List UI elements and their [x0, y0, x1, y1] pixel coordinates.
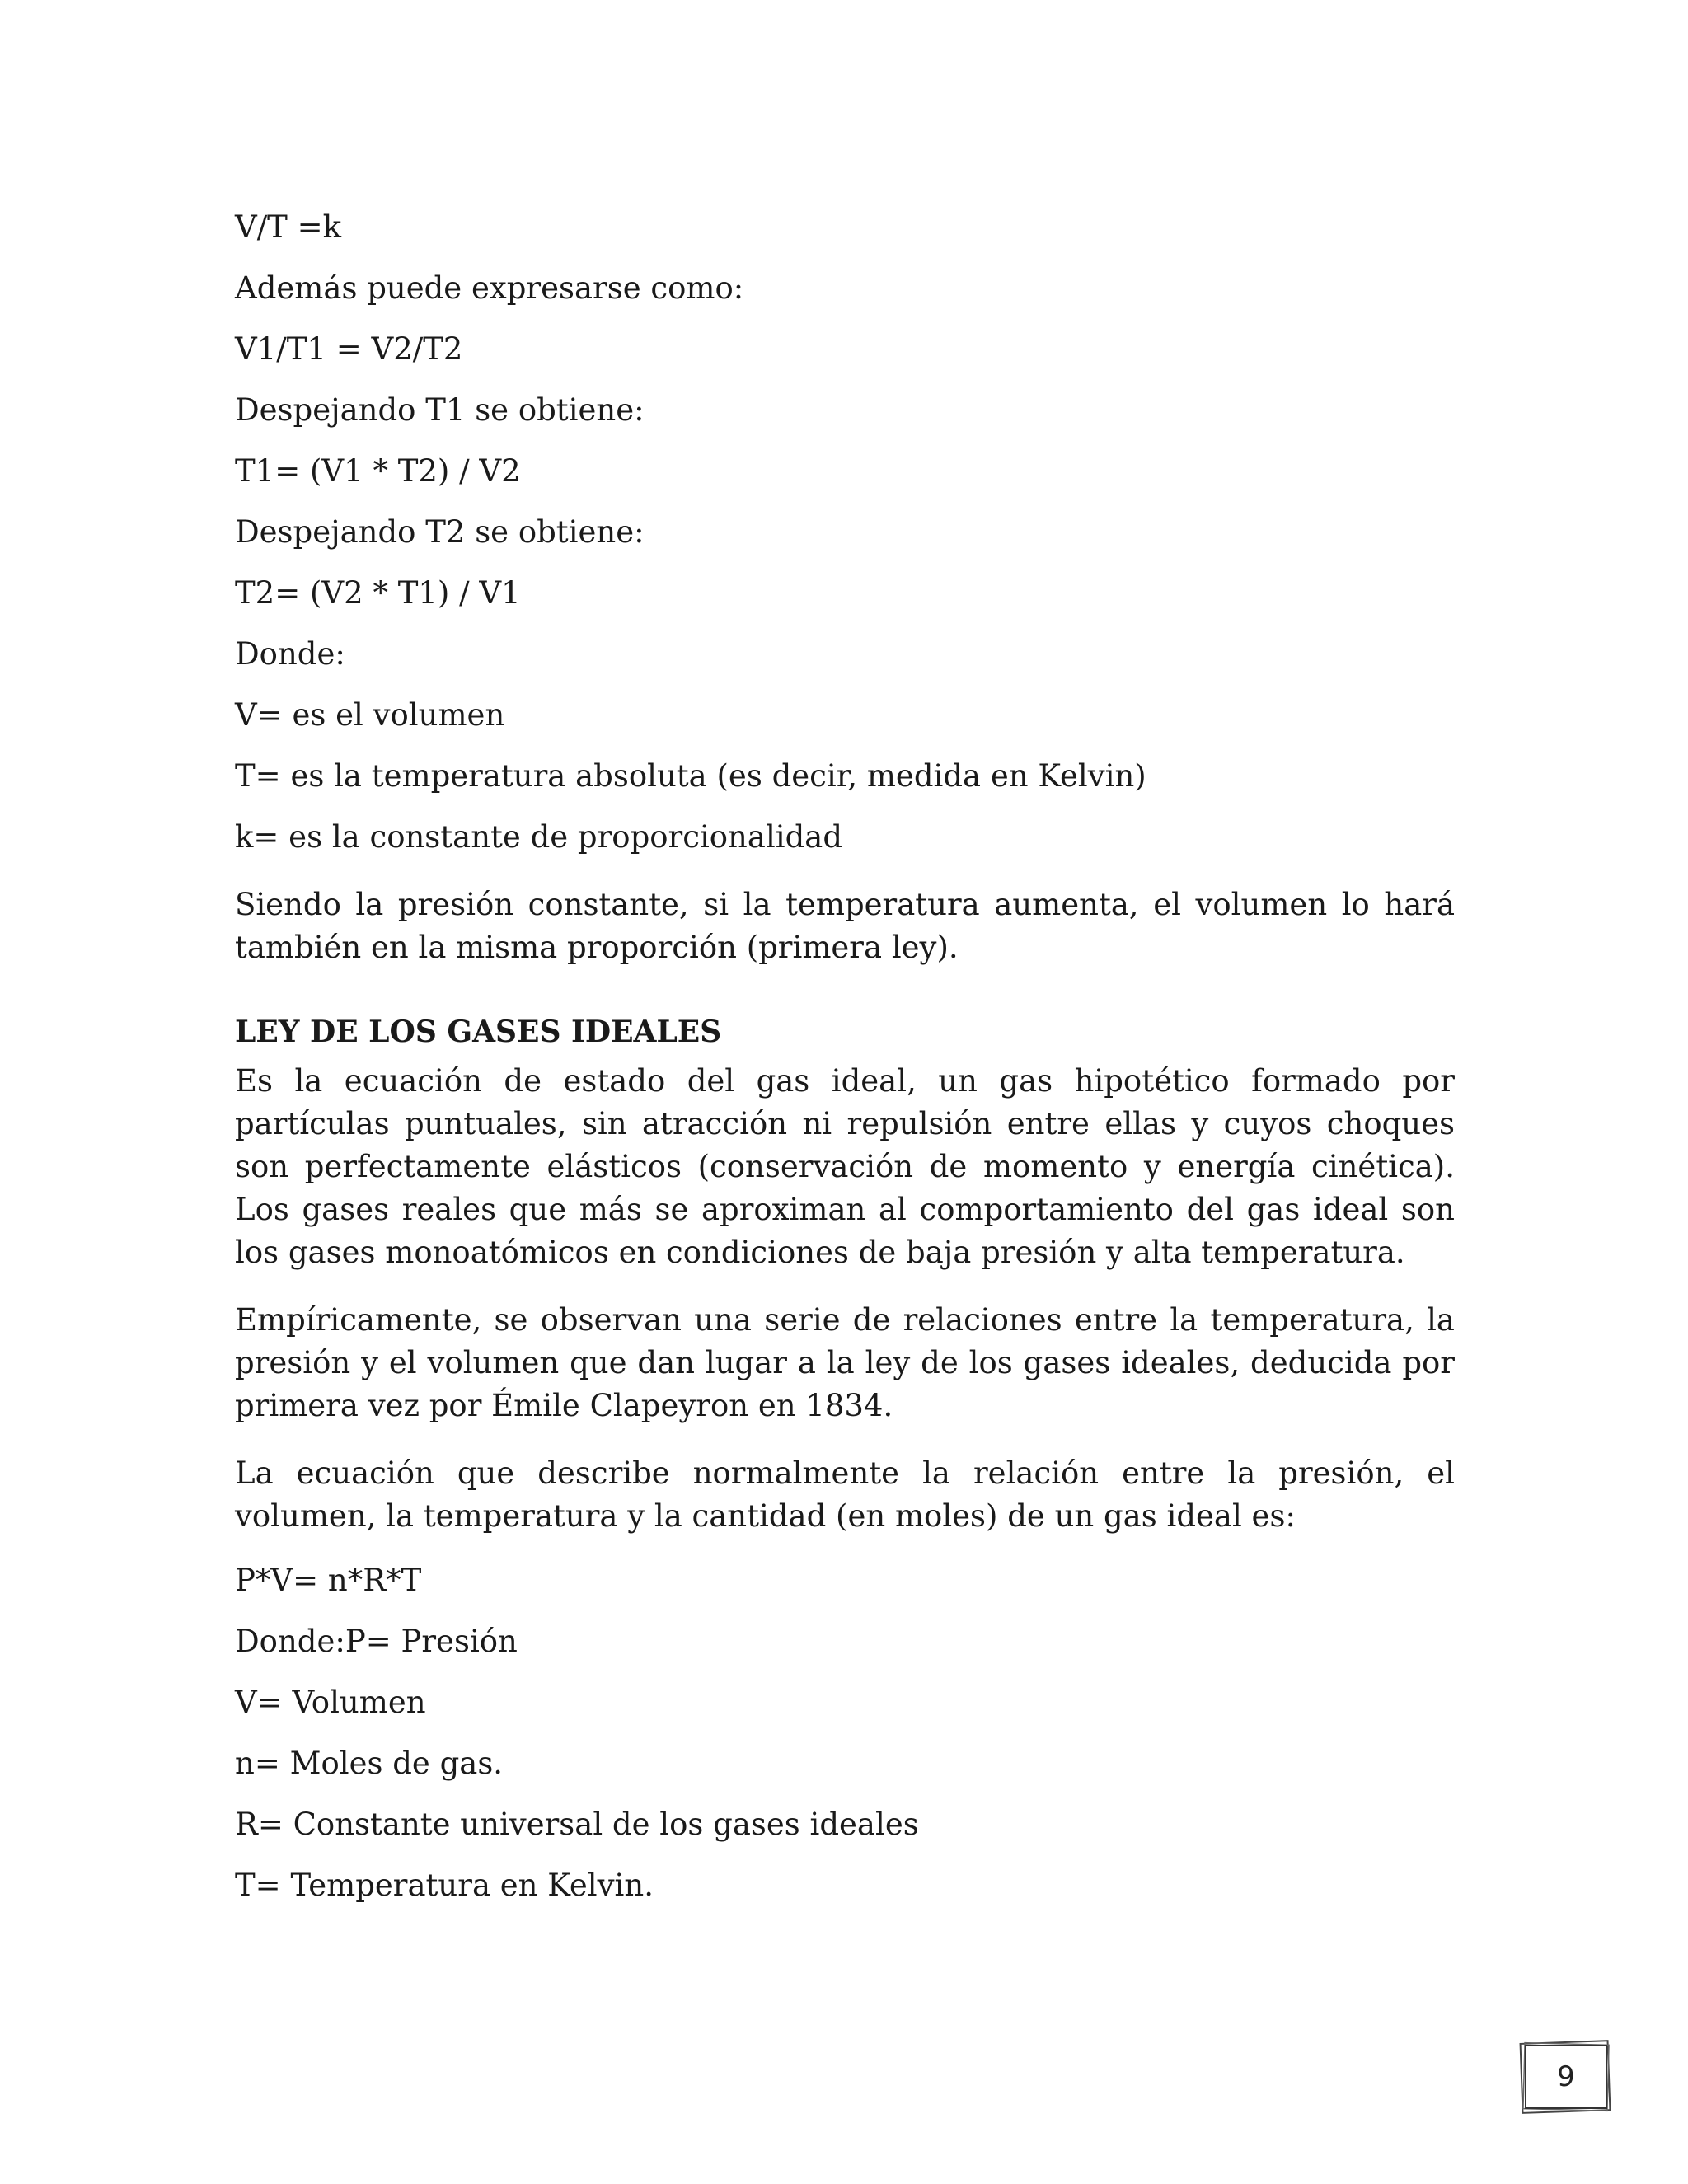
definition-line: k= es la constante de proporcionalidad [235, 819, 843, 855]
definition-line: Donde:P= Presión [235, 1624, 518, 1659]
text-line: Donde: [235, 636, 345, 672]
definition-line: T= es la temperatura absoluta (es decir, medida en Kelvin) [235, 758, 1146, 794]
definition-line: R= Constante universal de los gases ideales [235, 1807, 919, 1842]
definition-line: T= Temperatura en Kelvin. [235, 1868, 654, 1903]
definition-line: V= es el volumen [235, 697, 505, 733]
page-number-box [1517, 2036, 1615, 2118]
page-content [235, 206, 1455, 1925]
formula-line: T2= (V2 * T1) / V1 [235, 575, 521, 611]
definition-line: V= Volumen [235, 1685, 426, 1720]
formula-line: T1= (V1 * T2) / V2 [235, 453, 521, 489]
paragraph: La ecuación que describe normalmente la relación entre la presión, el volumen, la temperatura y la cantidad (en moles) de un gas ideal es: [235, 1455, 1455, 1534]
section-heading: LEY DE LOS GASES IDEALES [235, 1015, 722, 1049]
formula-line: P*V= n*R*T [235, 1563, 422, 1598]
formula-line: V1/T1 = V2/T2 [235, 331, 463, 367]
paragraph: Empíricamente, se observan una serie de relaciones entre la temperatura, la presión y el volumen que dan lugar a la ley de los gases ideales, deducida por primera vez por Émile Clapeyron en 1834. [235, 1302, 1455, 1423]
text-line: Despejando T2 se obtiene: [235, 514, 645, 550]
text-line: Además puede expresarse como: [235, 270, 744, 306]
formula-line: V/T =k [235, 209, 342, 245]
text-line: Despejando T1 se obtiene: [235, 392, 645, 428]
page-number: 9 [1557, 2060, 1575, 2093]
paragraph-pressure: Siendo la presión constante, si la temperatura aumenta, el volumen lo hará también en la misma proporción (primera ley). [235, 887, 1455, 965]
paragraph: Es la ecuación de estado del gas ideal, un gas hipotético formado por partículas puntuales, sin atracción ni repulsión entre ellas y cuyos choques son perfectamente elásticos (conservación de momento y energía cinética). Los gases reales que más se aproximan al comportamiento del gas ideal son los gases monoatómicos en condiciones de baja presión y alta temperatura. [235, 1063, 1455, 1270]
definition-line: n= Moles de gas. [235, 1746, 504, 1781]
